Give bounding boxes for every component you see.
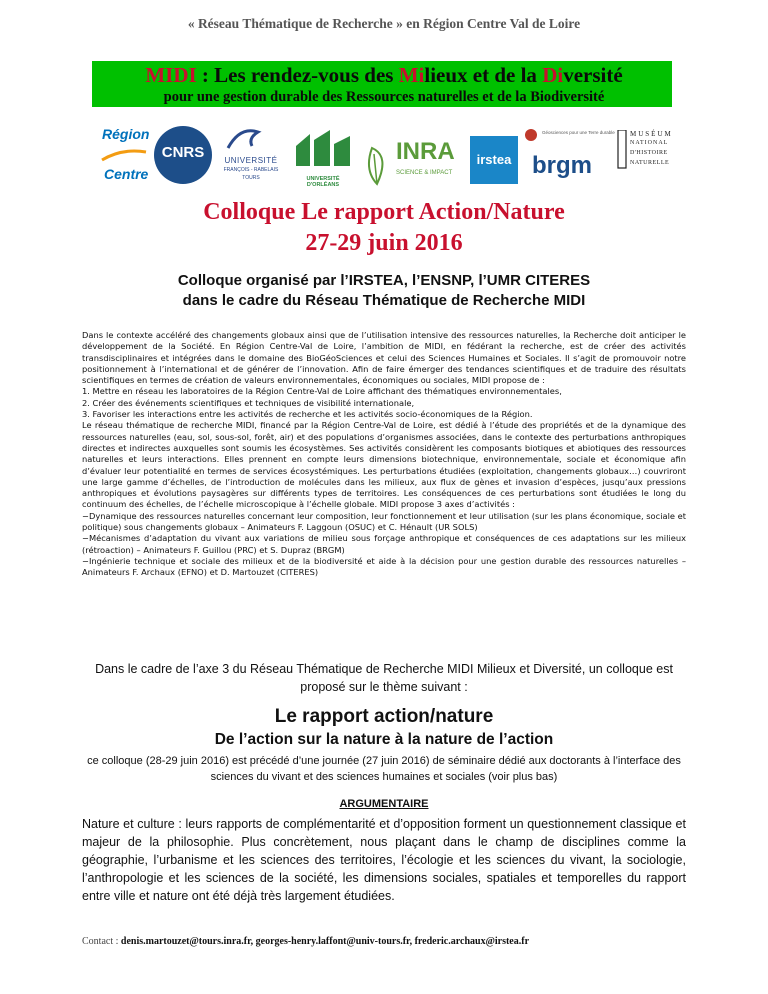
- orleans-emblem-icon: [290, 126, 356, 172]
- museum-line2: NATIONAL: [630, 140, 669, 146]
- region-logo-line1: Région: [102, 126, 150, 142]
- partner-logos: [100, 122, 675, 190]
- contact-line: [82, 936, 686, 947]
- banner-midi: MIDI: [145, 63, 197, 87]
- body-text: [82, 330, 686, 579]
- banner-title-part-c: versité: [563, 63, 623, 87]
- cnrs-logo: [154, 126, 212, 184]
- body-paragraph: Dans le contexte accéléré des changements globaux ainsi que de l’utilisation intensive des ressources naturelles, la Recherche doit anticiper le développement de la Société. En Région Centre-Val de Loire, l’ambition de MIDI, en fédérant la recherche, est de créer des activités transdisciplinaires et intégrées dans le domaine des BioGéoSciences et celui des Sciences Humaines et Sociales. Il s’agit de promouvoir notre positionnement à l’international et de générer de l’innovation. Afin de faire émerger des tendances scientifiques et de traduire des résultats scientifiques en termes de création de valeurs environnementales, économiques ou sociales, MIDI propose de :: [82, 330, 686, 386]
- brgm-emblem-icon: [524, 128, 538, 142]
- banner-mi: Mi: [398, 63, 425, 87]
- universite-orleans-logo: [290, 126, 356, 188]
- banner-title-part-a: : Les rendez-vous des: [196, 63, 399, 87]
- body-paragraph: Le réseau thématique de recherche MIDI, financé par la Région Centre-Val de Loire, est dédié à l’étude des propriétés et de la dynamique des ressources naturelles (eau, sol, sous-sol, forêt, air) et des populations d’organismes associées, dans le contexte des perturbations anthropiques directes et indirectes auxquelles sont soumis les écosystèmes. Ses activités considèrent les composants biotiques et abiotiques des ressources naturelles et leurs interactions. Elles prennent en compte leurs dimensions biotechnique, environnementale, sociale et économique afin d’évaluer leur potentialité en termes de services écosystémiques. Les perturbations étudiées (exploitation, changements globaux…) couvriront une large gamme d’échelles, de l’introduction de molécules dans les milieux, aux flux de gènes et invasion d’espèces, jusqu’aux pressions anthropiques et évolutions paysagères sur différents types de territoires. Les conséquences de ces perturbations sont étudiées le long du continuum des échelles, de l’échelle microscopique à l’échelle globale. MIDI propose 3 axes d’activités :: [82, 420, 686, 510]
- inra-logo: [396, 138, 466, 186]
- tours-logo-line1: UNIVERSITÉ: [224, 156, 278, 165]
- event-title: Colloque Le rapport Action/Nature: [203, 199, 565, 225]
- orleans-logo-text: UNIVERSITÉ D'ORLÉANS: [306, 176, 340, 188]
- theme-title: Le rapport action/nature: [274, 706, 494, 727]
- network-header: « Réseau Thématique de Recherche » en Région Centre Val de Loire: [187, 16, 581, 31]
- theme-subtitle: De l’action sur la nature à la nature de l’action: [214, 731, 554, 748]
- brgm-logo: [524, 122, 615, 188]
- inra-tagline: SCIENCE & IMPACT: [396, 170, 453, 176]
- banner-di: Di: [542, 63, 564, 87]
- body-paragraph: 1. Mettre en réseau les laboratoires de la Région Centre-Val de Loire affichant des thématiques environnementales,: [82, 386, 562, 397]
- contact-label: Contact :: [82, 936, 121, 947]
- body-paragraph: 3. Favoriser les interactions entre les activités de recherche et les activités socio-économiques de la Région.: [82, 409, 533, 420]
- region-logo-line2: Centre: [104, 166, 149, 182]
- theme-note: ce colloque (28-29 juin 2016) est précédé d’une journée (27 juin 2016) de séminaire dédié aux doctorants à l’interface des sciences du vivant et des sciences humaines et sociales (voir plus bas): [87, 755, 681, 783]
- body-paragraph: −Ingénierie technique et sociale des milieux et de la biodiversité et aide à la décision pour une gestion durable des ressources naturelles – Animateurs F. Archaux (EFNO) et D. Martouzet (CITERES): [82, 555, 686, 578]
- tours-logo-line2: FRANÇOIS - RABELAIS: [223, 167, 279, 173]
- region-swoosh-icon: [100, 146, 148, 164]
- contact-emails: denis.martouzet@tours.inra.fr, georges-henry.laffont@univ-tours.fr, frederic.archaux@irstea.fr: [120, 936, 530, 947]
- brgm-logo-text: brgm: [532, 152, 592, 179]
- museum-line4: NATURELLE: [630, 160, 670, 166]
- leaf-emblem-logo: [362, 142, 392, 186]
- irstea-logo: [470, 136, 518, 184]
- museum-logo: [616, 126, 676, 188]
- museum-line3: D'HISTOIRE: [630, 150, 668, 156]
- argumentaire-text: Nature et culture : leurs rapports de complémentarité et d’opposition forment un questionnement classique et majeur de la philosophie. Plus concrètement, nous plaçant dans le champ de disciplines comme la géographie, l’urbanisme et les sciences des territoires, l’écologie et les sciences du vivant, la sociologie, l’anthropologie et les sciences de la société, les dimensions sociales, spatiales et temporelles du rapport entre ville et nature ont été déjà très largement étudiées.: [82, 817, 686, 903]
- body-paragraph: −Mécanismes d’adaptation du vivant aux variations de milieu sous forçage anthropique et conséquences de ces adaptations sur les milieux (rétroaction) – Animateurs F. Guillou (PRC) et S. Dupraz (BRGM): [82, 533, 686, 555]
- tours-emblem-icon: [218, 126, 284, 152]
- irstea-logo-text: irstea: [476, 152, 512, 167]
- organizers-line-2: dans le cadre du Réseau Thématique de Recherche MIDI: [182, 292, 586, 309]
- museum-emblem-icon: [616, 130, 628, 170]
- argumentaire-heading: [0, 798, 768, 810]
- tours-logo-line3: TOURS: [242, 175, 260, 181]
- intro-text: Dans le cadre de l’axe 3 du Réseau Thématique de Recherche MIDI Milieux et Diversité, un colloque est proposé sur le thème suivant :: [95, 662, 673, 694]
- argumentaire-heading-text: ARGUMENTAIRE: [339, 798, 429, 810]
- banner-title: [0, 63, 768, 88]
- brgm-tagline: Géosciences pour une Terre durable: [542, 130, 615, 135]
- universite-tours-logo: [218, 126, 284, 188]
- leaf-icon: [362, 142, 392, 186]
- body-paragraph: 2. Créer des événements scientifiques et techniques de visibilité internationale,: [82, 397, 415, 408]
- museum-line1: MUSÉUM: [630, 130, 673, 138]
- region-centre-logo: [100, 124, 148, 188]
- banner-title-part-b: lieux et de la: [424, 63, 543, 87]
- inra-logo-text: INRA: [396, 138, 455, 165]
- cnrs-logo-text: CNRS: [161, 144, 205, 161]
- event-dates: 27-29 juin 2016: [305, 230, 463, 256]
- banner-subtitle: pour une gestion durable des Ressources naturelles et de la Biodiversité: [163, 89, 605, 105]
- body-paragraph: −Dynamique des ressources naturelles concernant leur composition, leur fonctionnement et leur utilisation (sur les plans économique, sociale et politique) sous changements globaux – Animateurs F. Laggoun (OSUC) et C. Hénault (UR SOLS): [82, 510, 686, 533]
- organizers-line-1: Colloque organisé par l’IRSTEA, l’ENSNP, l’UMR CITERES: [177, 272, 591, 289]
